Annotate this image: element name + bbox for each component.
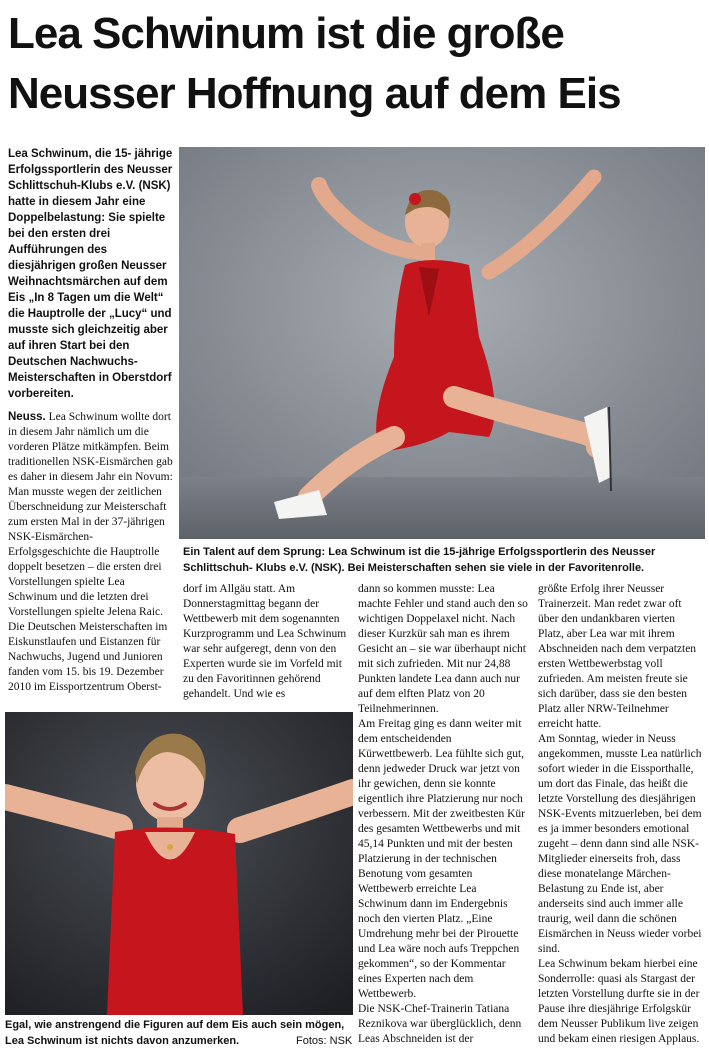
column-3-paragraph-3: Die NSK-Chef-Trainerin Tatiana Reznikova war überglücklich, denn Leas Abschneiden ist der	[358, 1003, 522, 1045]
headline-line-1: Lea Schwinum ist die große	[8, 9, 564, 58]
paragraph	[8, 410, 173, 695]
headline	[8, 4, 708, 124]
article-column-1	[8, 410, 173, 695]
column-4-paragraph-3: Lea Schwinum bekam hierbei eine Sonderrolle: quasi als Stargast der letzten Vorstellung durfte sie in der Pause ihre diesjährige Erfolgskür dem Neusser Publikum live zeigen und bekam einen riesigen Applaus.	[538, 958, 700, 1045]
photo-credit: Fotos: NSK	[296, 1035, 353, 1047]
column-3-paragraph-2: Am Freitag ging es dann weiter mit dem entscheidenden Kürwettbewerb. Lea fühlte sich gut, denn jedweder Druck war jetzt von ihr gewichen, denn sie konnte eigentlich ihre Platzierung nur noch verbessern. Mit der zweitbesten Kür des gesamten Wettbewerbs und mit 45,14 Punkten und mit der besten Platzierung in der technischen Benotung vom gesamten Wettbewerb erreichte Lea Schwinum dann im Endergebnis noch den vierten Platz. „Eine Umdrehung mehr bei der Pirouette und Lea wäre noch aufs Treppchen gekommen“, so der Kommentar eines Experten nach dem Wettbewerb.	[358, 718, 526, 1000]
skater-portrait-photo	[5, 712, 353, 1015]
skater-jump-photo	[179, 147, 705, 539]
article-column-4	[538, 582, 703, 1047]
lead-paragraph: Lea Schwinum, die 15- jährige Erfolgssportlerin des Neusser Schlittschuh-Klubs e.V. (NSK) hatte in diesem Jahr eine Doppelbelastung: Sie spielte bei den ersten drei Aufführungen des diesjährigen großen Neusser Weihnachtsmärchen auf dem Eis „In 8 Tagen um die Welt“ die Hauptrolle der „Lucy“ und musste sich gleichzeitig aber auf ihren Start bei den Deutschen Nachwuchs- Meisterschaften in Oberstdorf vorbereiten.	[8, 148, 173, 400]
column-4-paragraph-1: größte Erfolg ihrer Neusser Trainerzeit. Man redet zwar oft über den undankbaren vierten Platz, aber Lea war mit ihrem Abschneiden nach dem verpatzten ersten Wettbewerbstag voll zufrieden. Am meisten freute sie sich darüber, dass sie den besten Platz aller NRW-Teilnehmer erreicht hatte.	[538, 583, 697, 730]
article-column-2	[183, 582, 348, 702]
article-column-3	[358, 582, 528, 1047]
column-4-paragraph-2: Am Sonntag, wieder in Neuss angekommen, musste Lea natürlich sofort wieder in die Eissporthalle, um dort das Finale, das heißt die letzte Vorstellung des diesjährigen NSK-Events mitzuerleben, bei dem es ja immer besonders emotional zugeht – denn dann sind alle NSK-Mitglieder einerseits froh, dass diese monatelange Märchen-Belastung zu Ende ist, aber anderseits sind auch immer alle traurig, weil dann die schönen Eismärchen in Neuss wieder vorbei sind.	[538, 733, 702, 955]
headline-line-2: Neusser Hoffnung auf dem Eis	[8, 69, 621, 118]
main-photo-caption: Ein Talent auf dem Sprung: Lea Schwinum ist die 15-jährige Erfolgssportlerin des Neusser Schlittschuh- Klubs e.V. (NSK). Bei Meisterschaften sehen sie viele in der Favoritenrolle.	[183, 546, 656, 574]
column-3-paragraph-1: dann so kommen musste: Lea machte Fehler und stand auch den so wichtigen Doppelaxel nicht. Nach dieser Kurzkür sah man es ihrem Gesicht an – sie war überhaupt nicht mit sich zufrieden. Mit nur 24,88 Punkten landete Lea dann auch nur auf dem elften Platz von 20 Teilnehmerinnen.	[358, 583, 528, 715]
column-2-text: dorf im Allgäu statt. Am Donnerstagmittag begann der Wettbewerb mit dem sogenannten Kurzprogramm und Lea Schwinum war sehr aufgeregt, denn von den Experten wurde sie im Vorfeld mit zu den Favoritinnen gehörend gehandelt. Und wie es	[183, 583, 347, 700]
column-1-text: Lea Schwinum wollte dort in diesem Jahr nämlich um die vorderen Plätze mitkämpfen. Beim traditionellen NSK-Eismärchen gab es daher in diesem Jahr ein Novum: Man musste wegen der zeitlichen Überschneidung zur Meisterschaft zum ersten Mal in der 37-jährigen NSK-Eismärchen- Erfolgsgeschichte die Hauptrolle doppelt besetzen – die ersten drei Vorstellungen spielte Lea Schwinum und die letzten drei Vorstellungen spielte Jelena Raic. Die Deutschen Meisterschaften im Eiskunstlaufen und Eistanzen für Nachwuchs, Jugend und Junioren fanden vom 15. bis 19. Dezember 2010 im Eissportzentrum Oberst-	[8, 411, 173, 693]
portrait-caption-text: Egal, wie anstrengend die Figuren auf dem Eis auch sein mögen, Lea Schwinum ist nichts davon anzumerken.	[5, 1019, 345, 1047]
dateline: Neuss.	[8, 411, 46, 423]
